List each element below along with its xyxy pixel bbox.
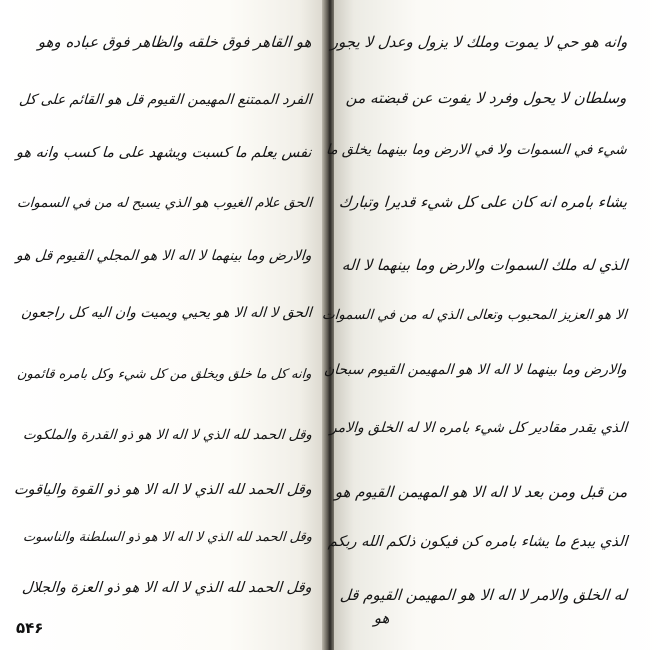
right-line-6: الا هو العزيز المحبوب وتعالى الذي له من في السموات — [321, 307, 628, 323]
left-line-8: وقل الحمد لله الذي لا اله الا هو ذو القدرة والملكوت — [22, 427, 313, 443]
right-line-8: الذي يقدر مقادير كل شيء بامره الا له الخلق والامر — [329, 420, 628, 436]
right-line-2: وسلطان لا يحول وفرد لا يفوت عن قبضته من — [345, 89, 628, 107]
left-line-2: الفرد الممتنع المهيمن القيوم قل هو القائم على كل — [18, 92, 313, 108]
right-line-3: شيء في السموات ولا في الارض وما بينهما يخلق ما — [325, 142, 628, 158]
left-line-9: وقل الحمد لله الذي لا اله الا هو ذو القوة والياقوت — [13, 482, 313, 498]
right-line-9: من قبل ومن بعد لا اله الا هو المهيمن القيوم هو — [333, 483, 628, 501]
page-number: ۵۴۶ — [16, 619, 44, 637]
left-line-6: الحق لا اله الا هو يحيي ويميت وان اليه كل راجعون — [20, 305, 313, 321]
left-line-7: وانه كل ما خلق ويخلق من كل شيء وكل بامره قائمون — [16, 367, 313, 382]
right-line-4: يشاء بامره انه كان على كل شيء قديرا وتبارك — [338, 193, 628, 211]
left-line-1: هو القاهر فوق خلقه والظاهر فوق عباده وهو — [37, 33, 313, 51]
left-line-4: الحق علام الغيوب هو الذي يسبح له من في السموات — [16, 195, 313, 211]
left-line-10: وقل الحمد لله الذي لا اله الا هو ذو السلطنة والناسوت — [22, 530, 313, 545]
right-line-10: الذي يبدع ما يشاء بامره كن فيكون ذلكم الله ربكم — [327, 534, 628, 550]
right-line-11: له الخلق والامر لا اله الا هو المهيمن القيوم قل — [339, 586, 628, 604]
left-page — [0, 0, 326, 650]
right-line-5: الذي له ملك السموات والارض وما بينهما لا اله — [340, 256, 628, 274]
left-line-3: نفس يعلم ما كسبت ويشهد على ما كسب وانه هو — [15, 145, 313, 161]
right-line-7: والارض وما بينهما لا اله الا هو المهيمن القيوم سبحان — [323, 362, 628, 378]
right-line-12: هو — [373, 609, 391, 627]
left-line-5: والارض وما بينهما لا اله الا هو المجلي القيوم قل هو — [15, 248, 313, 264]
left-line-11: وقل الحمد لله الذي لا اله الا هو ذو العزة والجلال — [21, 580, 313, 596]
right-line-1: وانه هو حي لا يموت وملك لا يزول وعدل لا يجور — [329, 33, 628, 51]
right-page — [321, 0, 667, 650]
